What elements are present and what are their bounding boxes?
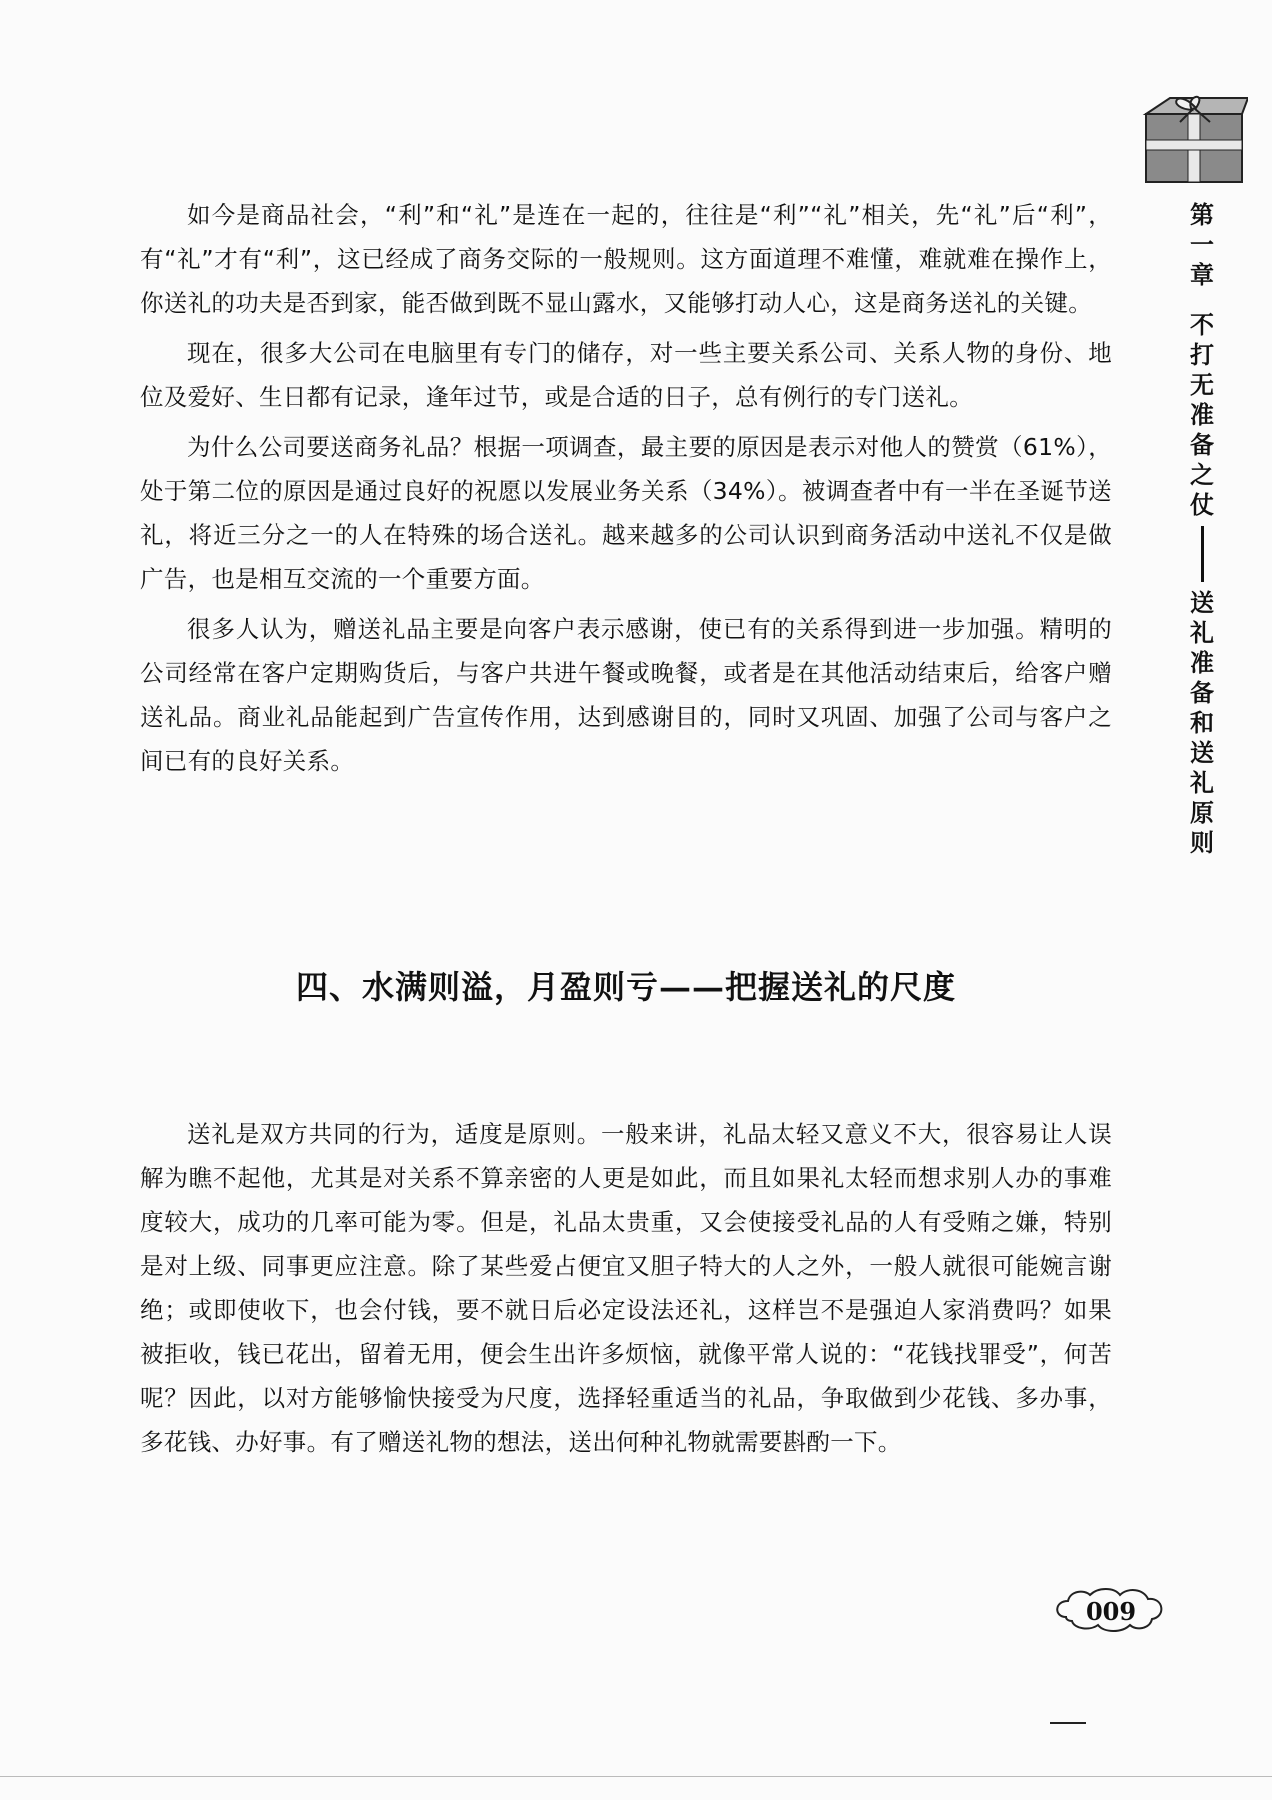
section-2-body: [140, 1112, 1112, 1470]
chapter-char: 备: [1190, 678, 1214, 707]
chapter-char: 备: [1190, 430, 1214, 459]
page-edge-rule: [0, 1776, 1272, 1777]
chapter-char: 无: [1190, 370, 1214, 399]
gift-box-icon: [1140, 92, 1248, 184]
chapter-char: 一: [1190, 230, 1214, 259]
body-paragraph: 如今是商品社会，“利”和“礼”是连在一起的，往往是“利”“礼”相关，先“礼”后“利”，有“礼”才有“利”，这已经成了商务交际的一般规则。这方面道理不难懂，难就难在操作上，你送礼的功夫是否到家，能否做到既不显山露水，又能够打动人心，这是商务送礼的关键。: [140, 201, 1112, 317]
body-paragraph: 送礼是双方共同的行为，适度是原则。一般来讲，礼品太轻又意义不大，很容易让人误解为瞧不起他，尤其是对关系不算亲密的人更是如此，而且如果礼太轻而想求别人办的事难度较大，成功的几率可能为零。但是，礼品太贵重，又会使接受礼品的人有受贿之嫌，特别是对上级、同事更应注意。除了某些爱占便宜又胆子特大的人之外，一般人就很可能婉言谢绝；或即使收下，也会付钱，要不就日后必定设法还礼，这样岂不是强迫人家消费吗？如果被拒收，钱已花出，留着无用，便会生出许多烦恼，就像平常人说的：“花钱找罪受”，何苦呢？因此，以对方能够愉快接受为尺度，选择轻重适当的礼品，争取做到少花钱、多办事，多花钱、办好事。有了赠送礼物的想法，送出何种礼物就需要斟酌一下。: [140, 1120, 1112, 1456]
chapter-char: 送: [1190, 588, 1214, 617]
chapter-dash: [1201, 526, 1204, 582]
page-number: 009: [1085, 1597, 1137, 1626]
body-paragraph: 为什么公司要送商务礼品？根据一项调查，最主要的原因是表示对他人的赞赏（61%），处于第二位的原因是通过良好的祝愿以发展业务关系（34%）。被调查者中有一半在圣诞节送礼，将近三分之一的人在特殊的场合送礼。越来越多的公司认识到商务活动中送礼不仅是做广告，也是相互交流的一个重要方面。: [140, 433, 1112, 593]
section-heading: 四、水满则溢，月盈则亏——把握送礼的尺度: [295, 968, 956, 1006]
chapter-char: 礼: [1190, 618, 1214, 647]
chapter-char: 礼: [1190, 768, 1214, 797]
chapter-char: 打: [1190, 340, 1214, 369]
chapter-char: 第: [1190, 200, 1214, 229]
chapter-char: 和: [1190, 708, 1214, 737]
chapter-char: 则: [1190, 828, 1214, 857]
chapter-title-vertical: [1182, 200, 1222, 858]
section-1-body: [140, 193, 1112, 789]
chapter-char: 仗: [1190, 490, 1214, 519]
chapter-char: 章: [1190, 260, 1214, 289]
chapter-char: 送: [1190, 738, 1214, 767]
page-number-badge: [1052, 1585, 1170, 1635]
body-paragraph: 现在，很多大公司在电脑里有专门的储存，对一些主要关系公司、关系人物的身份、地位及爱好、生日都有记录，逢年过节，或是合适的日子，总有例行的专门送礼。: [140, 339, 1112, 411]
chapter-char: 原: [1190, 798, 1214, 827]
chapter-char: 不: [1190, 310, 1214, 339]
body-paragraph: 很多人认为，赠送礼品主要是向客户表示感谢，使已有的关系得到进一步加强。精明的公司经常在客户定期购货后，与客户共进午餐或晚餐，或者是在其他活动结束后，给客户赠送礼品。商业礼品能起到广告宣传作用，达到感谢目的，同时又巩固、加强了公司与客户之间已有的良好关系。: [140, 615, 1112, 775]
chapter-char: 准: [1190, 648, 1214, 677]
chapter-char: 之: [1190, 460, 1214, 489]
chapter-char: 准: [1190, 400, 1214, 429]
footer-dash: [1050, 1722, 1086, 1724]
